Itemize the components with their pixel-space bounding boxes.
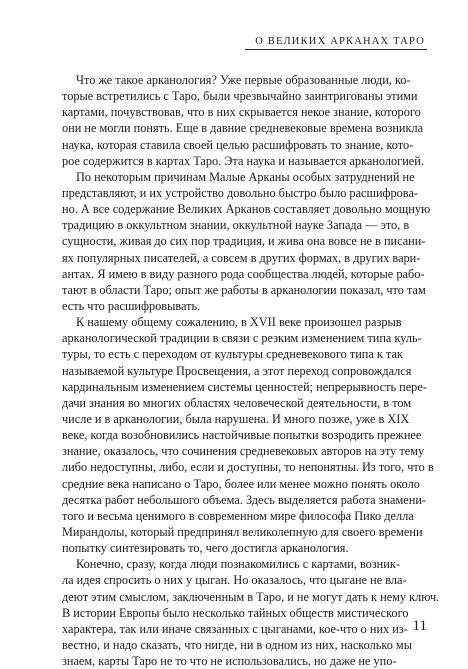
running-head: О ВЕЛИКИХ АРКАНАХ ТАРО — [245, 36, 427, 50]
text-line: того и весьма ценимого в современном мире философа Пико делла — [62, 508, 414, 523]
text-line: средние века написано о Таро, более или менее можно понять около — [62, 476, 420, 491]
text-line: знание, оказалось, что сочинения средневековых авторов на эту тему — [62, 444, 425, 459]
text-line: По некоторым причинам Малые Арканы особых затруднений не — [76, 169, 415, 184]
text-line: дачи знания во многих областях человеческой деятельности, в том — [62, 395, 412, 410]
text-line: кардинальным изменением системы ценностей; непрерывность пере- — [62, 379, 427, 394]
text-line: К нашему общему сожалению, в XVII веке произошел разрыв — [76, 315, 402, 330]
text-line: Что же такое арканология? Уже первые образованные люди, ко- — [76, 73, 411, 87]
text-line: арканологической традиции в связи с резким изменением типа куль- — [62, 331, 422, 346]
text-line: веке, когда возобновились настойчивые попытки возродить прежнее — [62, 428, 422, 443]
text-line: десятка работ небольшого объема. Здесь выделяется работа знамени- — [62, 492, 427, 507]
text-line: есть что расшифровывать. — [62, 298, 201, 313]
text-line: либо недоступны, либо, если и доступны, то непонятны. Из того, что в — [62, 460, 434, 475]
text-line: называемой культуре Просвещения, а этот переход сопровождался — [62, 363, 412, 378]
text-line: туры, то есть с переходом от культуры средневекового типа к так — [62, 347, 403, 362]
page-number: 11 — [412, 618, 427, 634]
text-line: рое содержится в картах Таро. Эта наука и называется арканологией. — [62, 153, 424, 168]
text-line: представляют, и их устройство довольно быстро было расшифрова- — [62, 185, 419, 200]
text-line: сущности, живая до сих пор традиция, и жива она вовсе не в писани- — [62, 234, 426, 249]
text-line: знаем, карты Таро не то что не использовались, но даже не упо- — [62, 654, 397, 669]
text-line: В истории Европы было несколько тайных обществ мистического — [62, 605, 409, 620]
text-line: они не могли понять. Еще в давние средневековые времена возникла — [62, 121, 424, 136]
text-line: Мирандолы, который предпринял великолепную для своего времени — [62, 524, 423, 539]
text-line: антах. Я имею в виду разного рода сообщества людей, которые рабо- — [62, 266, 425, 281]
text-line: деют этим смыслом, заключенным в Таро, и не могут дать к нему ключ. — [62, 589, 440, 604]
text-line: ях популярных писателей, а совсем в других формах, в других вари- — [62, 250, 421, 265]
text-line: характера, так или иначе связанных с цыганами, кое-что о них из- — [62, 621, 408, 636]
text-line: картами, почувствовав, что в них скрывается некое знание, которого — [62, 105, 421, 120]
text-line: традицию в оккультном знании, оккультной науке Запада — это, в — [62, 218, 410, 233]
text-line: попытку синтезировать то, чего достигла арканология. — [62, 541, 349, 556]
text-line: торые встретились с Таро, были чрезвычайно заинтригованы этими — [62, 89, 418, 104]
text-line: наука, которая ставила своей целью расшифровать то знание, кото- — [62, 137, 414, 152]
text-line: вестно, и надо сказать, что нигде, ни в одном из них, насколько мы — [62, 637, 412, 652]
text-line: ла идея спросить о них у цыган. Но оказалось, что цыгане не вла- — [62, 573, 407, 588]
text-line: числе и в арканологии, была нарушена. И много позже, уже в XIX — [62, 411, 410, 426]
text-line: Конечно, сразу, когда люди познакомились с картами, возник- — [76, 557, 400, 572]
text-line: тают в области Таро; опыт же работы в арканологии показал, что там — [62, 282, 426, 297]
text-line: но. А все содержание Великих Арканов составляет довольно мощную — [62, 202, 431, 217]
